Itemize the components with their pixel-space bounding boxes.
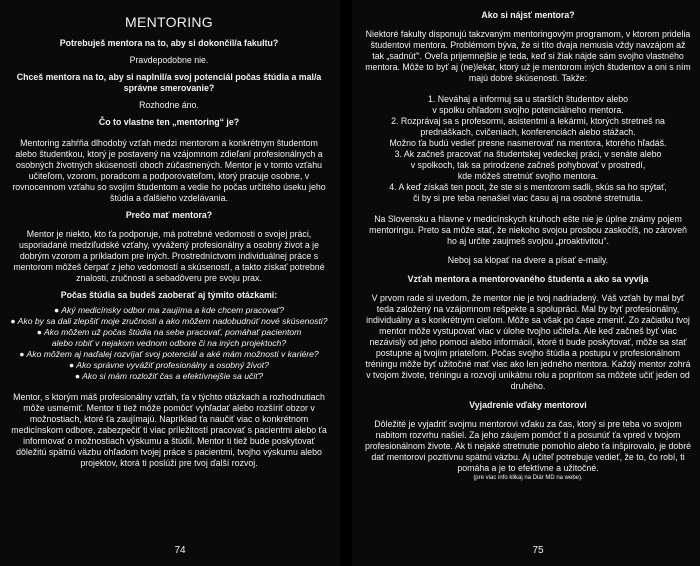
list-item: v spolku ohľadom svojho potenciálneho mentora. (432, 105, 624, 115)
list-item: ● Ako môžem aj naďalej rozvíjať svoj potenciál a aké mám možnosti v kariére? (19, 349, 319, 359)
list-item: v spolkoch, tak sa prirodzene začneš pohybovať v prostredí, (410, 160, 646, 170)
gutter (340, 0, 352, 566)
page-number: 75 (532, 545, 544, 556)
list-item: prednáškach, cvičeniach, konferenciách alebo stážach. (420, 127, 636, 137)
list-item: 4. A keď získaš ten pocit, že ste si s mentorom sadli, skús sa ho spýtať, (389, 182, 667, 192)
list-item: ● Ako si mám rozložiť čas a efektívnejšie sa učiť? (74, 371, 264, 381)
section-heading: Vyjadrenie vďaky mentorovi (469, 400, 587, 410)
list-item: 2. Rozprávaj sa s profesormi, asistentmi a lekármi, ktorých stretneš na (391, 116, 665, 126)
section-heading: Čo to vlastne ten „mentoring“ je? (98, 117, 240, 127)
answer-text: Pravdepodobne nie. (129, 55, 209, 65)
paragraph: V prvom rade si uvedom, že mentor nie je tvoj nadriadený. Váš vzťah by mal byť teda založený na vzájomnom rešpekte a spolupráci. Mal by byť profesionálny, individuálny a s konkrétnym cieľom. Môže sa však po čase zmeniť. Zo začiatku tvoj mentor môže vystupovať viac v úlohe tvojho učiteľa. Ale keď začneš byť viac nezávislý od jeho pomoci alebo informácií, ktoré ti bude poskytovať, môže sa stať postupne aj tvojím priateľom. Počas svojho štúdia a postupu v profesionálnom tréningu môže byť užitočné mať viac ako len jedného mentora. Každý mentor zohrá v tvojom živote, tréningu a rozvoji unikátnu rolu a poprítom sa môžete učiť jeden od druhého. (365, 293, 691, 391)
section-heading: Vzťah mentora a mentorovaného študenta a ako sa vyvíja (407, 274, 649, 284)
section-heading: Prečo mať mentora? (125, 210, 213, 220)
paragraph: Neboj sa klopať na dvere a písať e-maily. (447, 255, 609, 265)
question-heading: Potrebuješ mentora na to, aby si dokončil/a fakultu? (59, 38, 279, 48)
left-page (0, 0, 340, 566)
answer-text: Rozhodne áno. (139, 100, 199, 110)
section-heading: Počas štúdia sa budeš zaoberať aj týmito otázkami: (60, 290, 278, 300)
paragraph: Dôležité je vyjadriť svojmu mentorovi vďaku za čas, ktorý si pre teba vo svojom nabitom rozvrhu našiel. Za jeho záujem pomôcť ti a posunúť ťa vpred v tvojom profesionálnom živote. Ak ti nejaké stretnutie pomohlo alebo ťa inšpirovalo, je dobré dať mentorovi pozitívnu spätnú väzbu. Aj učiteľ potrebuje vedieť, že to, čo robí, ti pomáha a je to efektívne a užitočné. (364, 419, 692, 473)
section-heading: Ako si nájsť mentora? (481, 10, 575, 20)
list-item: Možno ťa budú vedieť presne nasmerovať na mentora, ktorého hľadáš. (389, 138, 667, 148)
right-page (352, 0, 700, 566)
list-item: 3. Ak začneš pracovať na študentskej vedeckej práci, v senáte alebo (394, 149, 662, 159)
paragraph: Mentor, s ktorým máš profesionálny vzťah, ťa v týchto otázkach a rozhodnutiach môže usmerniť. Mentor ti tiež môže pomôcť vyhľadať alebo rozšíriť obzor v možnostiach, ktoré ťa zaujímajú. Napríklad ťa naučiť viac o konkrétnom medicínskom odbore, zabezpečiť ti viac príležitostí pracovať s pacientmi alebo ťa informovať o možnostiach výskumu a štúdií. Mentor ti tiež bude poskytovať dôležitú spätnú väzbu ohľadom tvojej práce s pacientmi, tvojho výskumu alebo projektov, ktorá ti poslúži pre tvoj ďalší rozvoj. (11, 392, 327, 468)
paragraph: Mentoring zahŕňa dlhodobý vzťah medzi mentorom a konkrétnym študentom alebo študentkou, ktorý je postavený na vzájomnom zdieľaní profesionálnych a osobných životných skúseností oboch zúčastnených. Mentor je v tomto vzťahu učiteľom, vzorom, poradcom a podporovateľom, ktorý pracuje osobne, v rovnocennom vzťahu so svojím študentom a vedie ho počas určitého úseku jeho štúdia a ďalšieho vzdelávania. (12, 138, 326, 203)
list-item: alebo robiť v nejakom vednom odbore či na iných projektoch? (51, 338, 287, 348)
paragraph: Na Slovensku a hlavne v medicínskych kruhoch ešte nie je úplne známy pojem mentoringu. Preto sa môže stať, že niekoho svojou prosbou zaskočíš, no zároveň ho aj určite zaujmeš svojou „proaktivitou“. (369, 214, 687, 246)
list-item: ● Ako správne vyvážiť profesionálny a osobný život? (69, 360, 269, 370)
list-item: 1. Neváhaj a informuj sa u starších študentov alebo (428, 94, 628, 104)
list-item: či by si pre teba nenašiel viac času aj na osobné stretnutia. (413, 193, 643, 203)
list-item: ● Ako by sa dali zlepšiť moje zručnosti a ako môžem nadobudnúť nové skúsenosti? (10, 316, 328, 326)
steps-list (364, 94, 692, 204)
paragraph: Niektoré fakulty disponujú takzvaným mentoringovým programom, v ktorom pridelia študentovi mentora. Problémom býva, že si títo dvaja nemusia vždy navzájom až tak „sadnúť“. Oveľa prijemnejšie je teda, keď si žiak nájde sám svojho vlastného mentora. Môže to byť aj (ne)lekár, ktorý už je mentorom iných študentov a oni s ním majú dobré skúsenosti. Takže: (365, 29, 691, 83)
footnote: (pre viac info klikaj na Diár MD na webe). (473, 475, 583, 481)
question-heading: Chceš mentora na to, aby si naplnil/a svoj potenciál počas štúdia a mal/a správne smerovanie? (16, 72, 322, 93)
page-number: 74 (174, 545, 186, 556)
paragraph: Mentor je niekto, kto ťa podporuje, má potrebné vedomosti o svojej práci, usporiadané medziľudské vzťahy, vyvážený profesionálny a osobný život a je dobrým vzorom a príkladom pre iných. Prostredníctvom individuálnej práce s mentorom môžeš čerpať z jeho vedomostí a skúseností, a takto získať potrebné znalosti, zručnosti a sebadôveru pre svoju prax. (13, 229, 325, 283)
list-item: ● Aký medicínsky odbor ma zaujíma a kde chcem pracovať? (53, 305, 285, 315)
questions-list (10, 305, 328, 382)
page-title: MENTORING (125, 14, 213, 30)
list-item: ● Ako môžem už počas štúdia na sebe pracovať, pomáhať pacientom (36, 327, 302, 337)
list-item: kde môžeš stretnúť svojho mentora. (457, 171, 599, 181)
